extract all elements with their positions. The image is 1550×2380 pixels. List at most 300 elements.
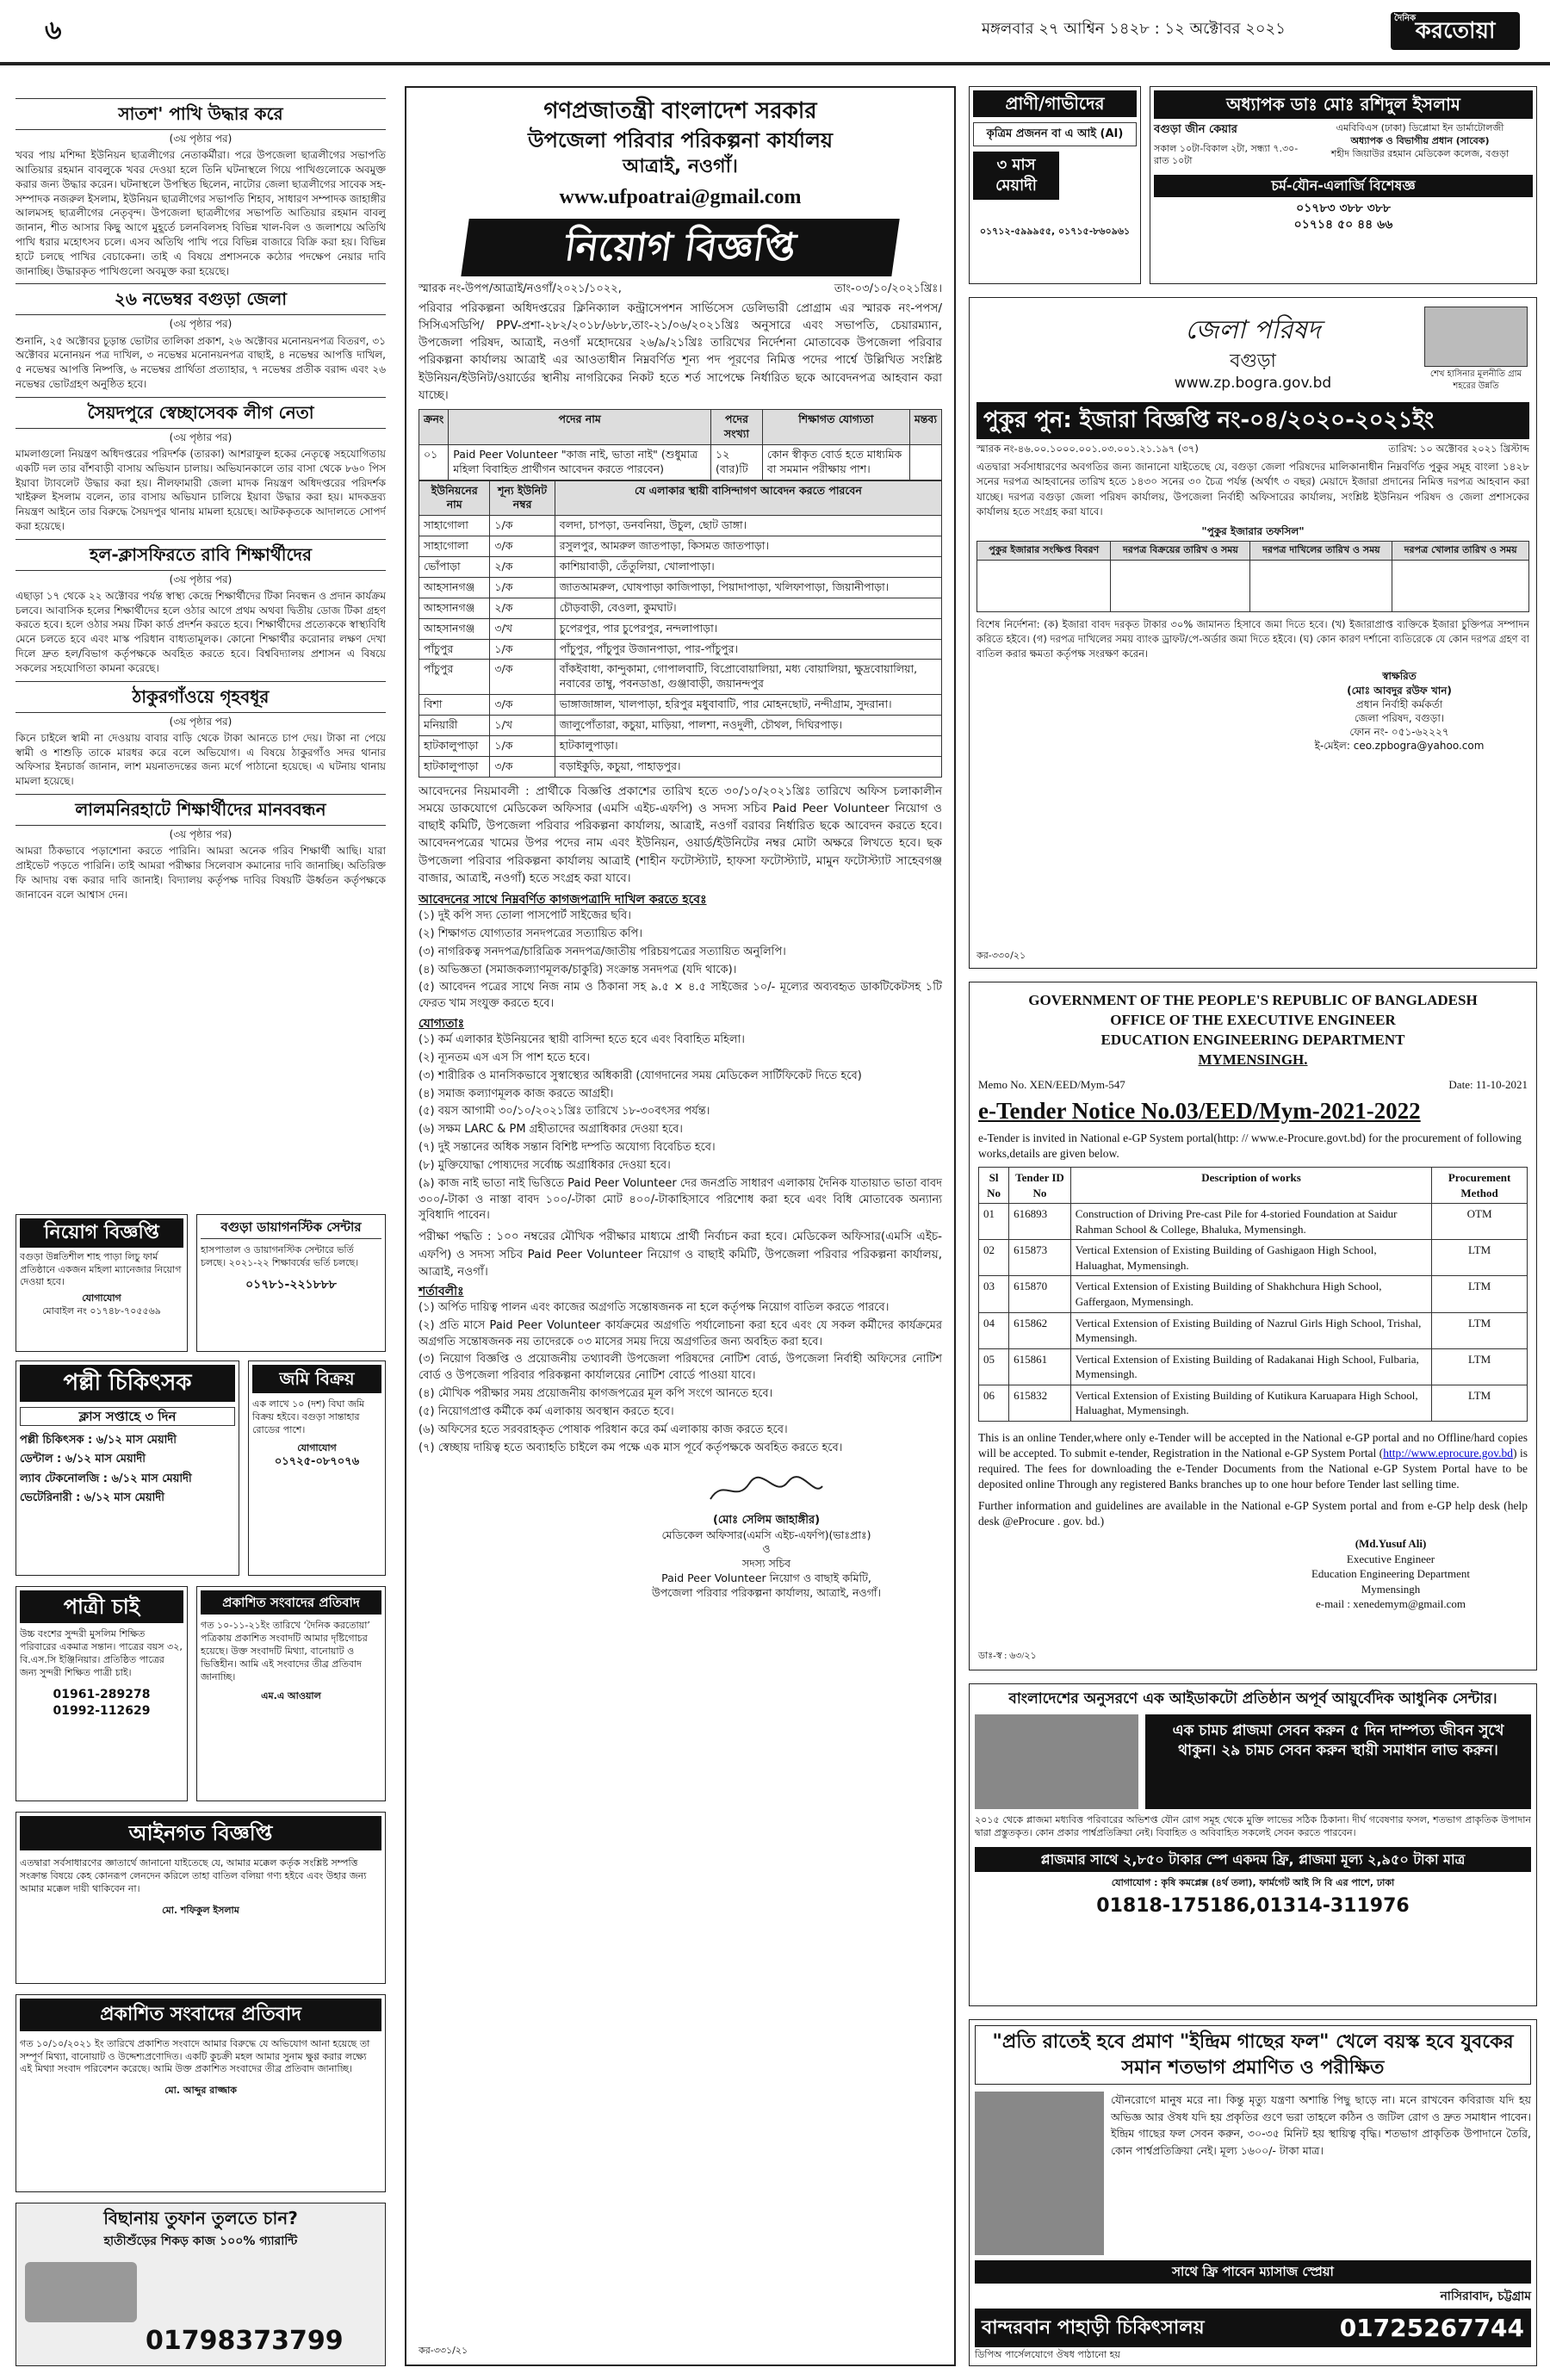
union-table-cell: চুপেরপুর, পার চুপেরপুর, নন্দলাপাড়া।: [555, 618, 941, 639]
zila-signer: (মোঃ আবদুর রউফ খান): [1347, 684, 1452, 697]
article-body: খবর পায় মশিদ্দা ইউনিয়ন ছাত্রলীগের নেতাকর্মীরা। পরে উপজেলা ছাত্রলীগের সভাপতি আতিয়ার রহমান বাবলুকে খবর দেওয়া হলে তিনি ঘটনাস্থলে গিয়ে পাখিগুলোকে অবমুক্ত করার জন্য উদ্ধার করেন। ঘটনাস্থলে উপস্থিত ছিলেন, নাটোর জেলা ছাত্রলীগের সাবেক সহ-সম্পাদক নজরুল ইসলাম, ইউনিয়ন ছাত্রলীগের সভাপতি শিহাব, সাধারণ সম্পাদক জাহাঙ্গীর আলমসহ ছাত্রলীগের নেতৃবৃন্দ। উপজেলা ছাত্রলীগের সভাপতি আতিয়ার রহমান বাবলু জানান, শীত আসার কিছু আগে মুহূর্তে চলনবিলসহ বিভিন্ন খাল-বিল ও জলাশয়ে অতিথি পাখি ধরার মহোৎসব চলে। এসব অতিথি পাখি পরে বিভিন্ন বাজারে বিক্রি করা হয়। বিভিন্ন হাটে চলছে পাখির বেচাকেনা। তাই এ বিষয়ে প্রশাসনকে কঠোর পদক্ষেপ নেয়ার দাবি জানাচ্ছি। উদ্ধারকৃত পাখিগুলো অবমুক্ত করা হয়েছে।: [16, 149, 386, 277]
ad-badge: ক্লাস সপ্তাহে ৩ দিন: [20, 1407, 235, 1426]
article-sub: (৩য় পৃষ্ঠার পর): [169, 133, 232, 145]
gov-line-3: আত্রাই, নওগাঁ।: [623, 156, 738, 178]
qual-item: (৬) সক্ষম LARC & PM গ্রহীতাদের অগ্রাধিকার দেওয়া হবে।: [418, 1123, 683, 1137]
qual-item: (৫) বয়স আগামী ৩০/১০/২০২১খ্রিঃ তারিখে ১৮-৩০বৎসর পর্যন্ত।: [418, 1105, 710, 1119]
article-sub: (৩য় পৃষ্ঠার পর): [169, 318, 232, 331]
union-table-cell: ৩/ক: [490, 756, 555, 777]
doctor-info-col: [1307, 122, 1533, 168]
post-table-header: শিক্ষাগত যোগ্যতা: [762, 410, 909, 445]
zila-table: [976, 541, 1529, 612]
article-title: ২৬ নভেম্বর বগুড়া জেলা: [16, 283, 386, 315]
logo-small-label: দৈনিক: [1394, 14, 1417, 23]
notice-title: [461, 219, 899, 276]
tender-table-row: [979, 1240, 1528, 1276]
memo-date: তাং-০৩/১০/২০২১খ্রিঃ।: [834, 282, 942, 295]
ad-body: এতদ্বারা সর্বসাধারণের জ্ঞাতার্থে জানানো যাইতেছে যে, আমার মক্কেল কর্তৃক সংশ্লিষ্ট সম্পত্তি সংক্রান্ত বিষয়ে কেহ কোনরূপ লেনদেন করিলে তাহা বাতিল বলিয়া গণ্য হইবে এবং উহার জন্য আমার মক্কেল দায়ী থাকিবেন না।: [20, 1857, 367, 1895]
tender-sign: [1254, 1536, 1528, 1612]
signature-block: [591, 1473, 942, 1600]
tender-table-cell: Construction of Driving Pre-cast Pile for 4-storied Foundation at Saidur Rahman School & College, Bhaluka, Mymensingh.: [1070, 1204, 1431, 1240]
term-item: (৪) মৌখিক পরীক্ষার সময় প্রয়োজনীয় কাগজপত্রের মূল কপি সংগে আনতে হবে।: [418, 1387, 773, 1401]
classified-ad: [16, 1586, 188, 1801]
zila-table-header: দরপত্র দাখিলের তারিখ ও সময়: [1250, 542, 1392, 561]
indrim-headline: "প্রতি রাতেই হবে প্রমাণ "ইন্দ্রিম গাছের ফল" খেলে বয়স্ক হবে যুবকের সমান শতভাগ প্রমাণিত ও পরীক্ষিত: [975, 2025, 1531, 2085]
post-table-row: [419, 444, 942, 480]
zila-phone: ফোন নং- ০৫১-৬২২২৭: [1349, 726, 1449, 739]
doctor-spec: চর্ম-যৌন-এলার্জি বিশেষজ্ঞ: [1154, 175, 1533, 197]
notice-email: www.ufpoatrai@gmail.com: [559, 186, 802, 209]
tender-note: [978, 1430, 1528, 1493]
term-item: (১) অর্পিত দায়িত্ব পালন এবং কাজের অগ্রগতি সন্তোষজনক না হলে কর্তৃপক্ষ নিয়োগ বাতিল করতে পারবে।: [418, 1300, 890, 1314]
tender-table: [978, 1167, 1528, 1422]
tender-note-1: This is an online Tender,where only e-Tender will be accepted in the National e-GP portal and no Offline/hard copies will be accepted. To submit e-tender, Registration in the National e-GP System Portal (: [978, 1430, 1528, 1460]
classified-ad: [16, 1994, 386, 2192]
ad-body: বগুড়া উন্নতিশীল শাহ পাড়া লিচু ফার্ম প্রতিষ্ঠানে একজন মহিলা ম্যানেজার নিয়োগ দেওয়া হবে।: [20, 1250, 182, 1288]
ad-body: উচ্চ বংশের সুন্দরী মুসলিম শিক্ষিত পরিবারের একমাত্র সন্তান। পাত্রের বয়স ৩২, বি.এস.সি ইঞ্জিনিয়ার। প্রতিষ্ঠিত পাত্রের জন্য সুন্দরী শিক্ষিত পাত্রী চাই।: [20, 1628, 183, 1678]
tender-notice: [969, 982, 1537, 1670]
ad-title: প্রকাশিত সংবাদের প্রতিবাদ: [20, 1999, 381, 2031]
zila-table-header: পুকুর ইজারার সংক্ষিপ্ত বিবরণ: [977, 542, 1111, 561]
union-table-cell: বড়াইকুড়ি, কচুয়া, পাহাড়পুর।: [555, 756, 941, 777]
union-table-cell: ১/ক: [490, 577, 555, 598]
qual-heading: যোগ্যতাঃ: [418, 1017, 465, 1032]
union-table-cell: হাটকালুপাড়া: [419, 756, 490, 777]
qual-item: (১) কর্ম এলাকার ইউনিয়নের স্থায়ী বাসিন্দা হতে হবে এবং বিবাহিত মহিলা।: [418, 1032, 745, 1046]
ad-sub: হাতীশুঁড়ের শিকড় কাজ ১০০% গ্যারান্টি: [103, 2234, 298, 2248]
union-table-header: শূন্য ইউনিট নম্বর: [490, 480, 555, 516]
tender-table-header-row: [979, 1168, 1528, 1204]
tender-line-3: EDUCATION ENGINEERING DEPARTMENT: [1100, 1031, 1405, 1048]
doc-item: (১) দুই কপি সদ্য তোলা পাসপোর্ট সাইজের ছবি।: [418, 909, 631, 923]
union-table-cell: ২/ক: [490, 598, 555, 618]
article-title: ঠাকুরগাঁওয়ে গৃহবধূর: [16, 681, 386, 713]
qual-item: (৯) কাজ নাই ভাতা নাই ভিত্তিতে Paid Peer Volunteer দের জনপ্রতি সাধারণ এলাকায় দৈনিক যাতায়াত ভাতা বাবদ ৩০০/-টাকা ও নাস্তা বাবদ ১০০/-টাকা মোট ৪০০/-টাকাহিসাবে পরিশোধ করা হবে এবং বিধি মোতাবেক অন্যান্য সুবিধাদি পাবেন।: [418, 1176, 942, 1223]
union-table-row: [419, 716, 942, 736]
zila-conditions: বিশেষ নির্দেশনা: (ক) ইজারা বাবদ দরকৃত টাকার ৩০% জামানত হিসাবে জমা দিতে হবে। (খ) ইজারাপ্রাপ্ত ব্যক্তিকে ইজারা চুক্তিপত্র সম্পাদন করিতে হইবে। (গ) দরপত্র দাখিলের সময় ব্যাংক ড্রাফট/পে-অর্ডার জমা দিতে হইবে। (ঘ) কোন কারণ দর্শানো ব্যতিরেকে যে কোন দরপত্র গ্রহণ বা বাতিল করার ক্ষমতা কর্তৃপক্ষ সংরক্ষণ করেন।: [976, 618, 1529, 660]
classified-ad: [16, 1360, 239, 1576]
tender-table-cell: 616893: [1009, 1204, 1071, 1240]
plasma-price: প্লাজমার সাথে ২,৮৫০ টাকার স্পে একদম ফ্রি, প্লাজমা মূল্য ২,৯৫০ টাকা মাত্র: [975, 1847, 1531, 1873]
article-sub: (৩য় পৃষ্ঠার পর): [169, 715, 232, 728]
term-item: (৫) নিয়োগপ্রাপ্ত কর্মীকে কর্ম এলাকায় অবস্থান করতে হবে।: [418, 1404, 674, 1418]
plasma-box: এক চামচ প্লাজমা সেবন করুন ৫ দিন দাম্পত্য জীবন সুখে থাকুন। ২৯ চামচ সেবন করুন স্থায়ী সমাধান লাভ করুন।: [1145, 1714, 1531, 1809]
ad-title: বিছানায় তুফান তুলতে চান?: [103, 2208, 298, 2228]
signer-line: সদস্য সচিব: [741, 1557, 791, 1571]
newspaper-logo: [1391, 12, 1520, 50]
notice-intro: পরিবার পরিকল্পনা অধিদপ্তরের ক্লিনিক্যাল কন্ট্রাসেপশন সার্ভিসেস ডেলিভারী প্রোগ্রাম এর স্মারক নং-পপস/ সিসিএসডিপি/ PPV-প্রশা-২৮২/২০১৮/৬৮৮,তাং-২১/০৬/২০২১খ্রিঃ অনুসারে এবং সভাপতি, চেয়ারম্যান, উপজেলা পরিষদ, আত্রাই, নওগাঁ মহোদয়ের ২৬/৯/২১খ্রিঃ তারিখের নির্দেশনা মোতাবেক উপজেলা পরিবার পরিকল্পনা কার্যালয় আত্রাই এর আওতাধীন নিম্নবর্ণিত শূন্য পদ পূরণের নিমিত্ত পদের পার্শ্বে উল্লিখিত সংশ্লিষ্ট ইউনিয়ন/ইউনিট/ওয়ার্ডের স্থানীয় নাগরিকের নিকট হতে শর্ত সাপেক্ষে নির্ধারিত ছকে আবেদনপত্র আহবান করা যাচ্ছে।: [418, 301, 942, 402]
ad-title: আইনগত বিজ্ঞপ্তি: [20, 1816, 381, 1850]
classified-ad: [16, 1214, 188, 1352]
doc-item: (৩) নাগরিকত্ব সনদপত্র/চারিত্রিক সনদপত্র/জাতীয় পরিচয়পত্রের সত্যায়িত অনুলিপি।: [418, 945, 786, 958]
tender-table-cell: OTM: [1432, 1204, 1528, 1240]
ad-duration: ৩ মাস মেয়াদী: [973, 152, 1059, 201]
tender-note-3: Further information and guidelines are available in the National e-GP System portal and from e-GP help desk (help desk @eProcure . gov. bd.): [978, 1498, 1528, 1528]
signer-name: (মোঃ সেলিম জাহাঙ্গীর): [712, 1514, 821, 1528]
zila-memo: স্মারক নং-৪৬.০০.১০০০.০০১.০৩.০০১.২১.১৯৭ (৩৭): [976, 443, 1199, 456]
ad-sign: এম.এ আওয়াল: [261, 1690, 321, 1702]
plasma-headline: বাংলাদেশের অনুসরণে এক আইডাকটো প্রতিষ্ঠান অপূর্ব আয়ুর্বেদিক আধুনিক সেন্টার।: [1008, 1690, 1497, 1708]
union-table-cell: সাহাগোলা: [419, 516, 490, 536]
union-table-cell: হাটকালুপাড়া।: [555, 735, 941, 756]
tender-table-header: Tender ID No: [1009, 1168, 1071, 1204]
qual-list: [418, 1032, 942, 1224]
classified-ad: [248, 1360, 386, 1576]
union-table-cell: পাঁচুপুর, পাঁচুপুর উজানপাড়া, পার-পাঁচুপুর।: [555, 639, 941, 660]
union-table-cell: ভোঁপাড়া: [419, 557, 490, 578]
indrim-body: যৌনরোগে মানুষ মরে না। কিন্তু মৃত্যু যন্ত্রণা অশান্তি পিছু ছাড়ে না। মনে রাখবেন কবিরাজ যদি হয় অভিজ্ঞ আর ঔষধ যদি হয় প্রকৃতির গুণে ভরা তাহলে কঠিন ও জটিল রোগ ও দ্রুত সমাধান পাবেন। ইন্দ্রিম গাছের ফল সেবন করুন, ৩০-৩৫ মিনিট হয় স্থায়িত্ব বৃদ্ধি। শতভাগ প্রাকৃতিক উপাদানে তৈরি, কোন পার্শ্বপ্রতিক্রিয়া নেই। মূল্য ১৬০০/- টাকা মাত্র।: [1111, 2093, 1531, 2157]
ad-phone: ০১৭৮১-২২১৮৮৮: [245, 1277, 337, 1292]
signer-line: মেডিকেল অফিসার(এমসি এইচ-এফপি)(ভাঃপ্রাঃ): [661, 1528, 871, 1541]
ad-title: নিয়োগ বিজ্ঞপ্তি: [20, 1218, 183, 1248]
union-table-row: [419, 695, 942, 716]
union-table-row: [419, 536, 942, 557]
doctor-chamber-col: [1154, 122, 1300, 168]
union-table-header-row: [419, 480, 942, 516]
indrim-addr: নাসিরাবাদ, চট্টগ্রাম: [1440, 2289, 1531, 2303]
tender-table-cell: Vertical Extension of Existing Building of Radakanai High School, Fulbaria, Mymensingh.: [1070, 1348, 1431, 1385]
ad-body: হাসপাতাল ও ডায়াগনস্টিক সেন্টারে ভর্তি চলছে। ২০২১-২২ শিক্ষাবর্ষের ভর্তি চলছে।: [201, 1244, 359, 1269]
post-table-header: পদের নাম: [449, 410, 711, 445]
exam-method: পরীক্ষা পদ্ধতি : ১০০ নম্বরের মৌখিক পরীক্ষার মাধ্যমে প্রার্থী নির্বাচন করা হবে। মেডিকেল অফিসার(এমসি এইচ-এফপি) ও সদস্য সচিব Paid Peer Volunteer নিয়োগ ও বাছাই কমিটি, উপজেলা পরিবার পরিকল্পনা কার্যালয়, আত্রাই, নওগাঁ।: [418, 1230, 942, 1279]
plasma-ad: [969, 1683, 1537, 2006]
union-table-row: [419, 660, 942, 695]
date-line: মঙ্গলবার ২৭ আশ্বিন ১৪২৮ : ১২ অক্টোবর ২০২১: [982, 20, 1286, 38]
post-table-header: মন্তব্য: [909, 410, 941, 445]
indrim-photo: [975, 2092, 1104, 2255]
doc-item: (২) শিক্ষাগত যোগ্যতার সনদপত্রের সত্যায়িত কপি।: [418, 927, 642, 940]
classified-ad: [196, 1214, 386, 1352]
tender-table-cell: Vertical Extension of Existing Building of Kutikura Karuapara High School, Haluaghat, Mymensingh.: [1070, 1385, 1431, 1421]
post-table-header-row: [419, 410, 942, 445]
tender-table-cell: Vertical Extension of Existing Building of Gashigaon High School, Haluaghat, Mymensingh.: [1070, 1240, 1431, 1276]
tender-table-row: [979, 1312, 1528, 1348]
ad-sign: মো. শফিকুল ইসলাম: [162, 1904, 239, 1916]
doctor-title: অধ্যাপক ও বিভাগীয় প্রধান (সাবেক): [1350, 134, 1490, 146]
zila-table-header: দরপত্র বিক্রয়ের তারিখ ও সময়: [1111, 542, 1250, 561]
union-table-cell: ৩/ক: [490, 695, 555, 716]
plasma-top: [975, 1714, 1531, 1809]
zila-title: জেলা পরিষদ: [1185, 315, 1321, 345]
doctor-name: অধ্যাপক ডাঃ মোঃ রশিদুল ইসলাম: [1154, 90, 1533, 119]
article-sub: (৩য় পৃষ্ঠার পর): [169, 828, 232, 841]
zila-org: জেলা পরিষদ, বগুড়া।: [1354, 711, 1445, 724]
terms-list: [418, 1300, 942, 1457]
zila-body: এতদ্বারা সর্বসাধারণের অবগতির জন্য জানানো যাইতেছে যে, বগুড়া জেলা পরিষদের মালিকানাধীন নিম্নবর্ণিত পুকুর সমূহ বাংলা ১৪২৮ সনের দরপত্র আহবানের তারিখ হতে ১৪৩০ সনের ৩০ চৈত্র পর্যন্ত (অর্থাৎ ৩ বছর) মেয়াদে ইজারা প্রদানের নিমিত্ত দরপত্র আহবান করা যাচ্ছে। দরপত্র বগুড়া জেলা পরিষদ কার্যালয়, উপজেলা নির্বাহী অফিসারের কার্যালয়, সংশ্লিষ্ট ইউনিয়ন পরিষদ ও জেলা প্রশাসকের কার্যালয় হতে সংগ্রহ করা যাবে।: [976, 460, 1529, 518]
tender-table-cell: 615870: [1009, 1276, 1071, 1312]
qual-item: (২) ন্যূনতম এস এস সি পাশ হতে হবে।: [418, 1051, 591, 1064]
qual-item: (৩) শারীরিক ও মানসিকভাবে সুস্বাস্থ্যের অধিকারী (যোগদানের সময় মেডিকেল সার্টিফিকেট দিতে হবে): [418, 1069, 862, 1082]
union-table-row: [419, 516, 942, 536]
union-table-cell: পাঁচুপুর: [419, 660, 490, 695]
zila-role: প্রধান নির্বাহী কর্মকর্তা: [1355, 697, 1443, 710]
article-body: শুনানি, ২৫ অক্টোবর চূড়ান্ত ভোটার তালিকা প্রকাশ, ২৬ অক্টোবর মনোনয়নপত্র বিতরণ, ৩১ অক্টোবর মনোনয়ন পত্র দাখিল, ৩ নভেম্বর মনোনয়নপত্র বাছাই, ৪ নভেম্বর আপত্তি দাখিল, ৫ নভেম্বর আপত্তি নিষ্পত্তি, ৬ নভেম্বর প্রার্থিতা প্রত্যাহার, ৭ নভেম্বর প্রতীক বরাদ্দ এবং ২৬ নভেম্বর ভোটগ্রহণ অনুষ্ঠিত হবে।: [16, 334, 386, 390]
tender-table-cell: 06: [979, 1385, 1009, 1421]
union-table-row: [419, 735, 942, 756]
doctor-body: [1154, 122, 1533, 168]
ad-phone: ০১৭১২-৫৯৯৯৫৫, ০১৭১৫-৮৬০৯৬১: [979, 226, 1131, 238]
ad-title: প্রকাশিত সংবাদের প্রতিবাদ: [201, 1590, 381, 1615]
ad-phone: 01961-289278 01992-112629: [53, 1687, 151, 1718]
tender-link[interactable]: http://www.eprocure.gov.bd: [1383, 1447, 1514, 1460]
page-number: ৬: [45, 15, 62, 46]
tender-memo-row: [978, 1077, 1528, 1093]
union-table-cell: জালুপোঁতারা, কচুয়া, মাড়িয়া, পালশা, নওদুলী, চৌথল, দিঘিরপাড়।: [555, 716, 941, 736]
header-rule: [0, 62, 1550, 65]
union-table-cell: ১/খ: [490, 716, 555, 736]
docs-heading: আবেদনের সাথে নিম্নবর্ণিত কাগজপত্রাদি দাখিল করতে হবেঃ: [418, 893, 707, 908]
doc-item: (৫) আবেদন পত্রের সাথে নিজ নাম ও ঠিকানা সহ ৯.৫ × ৪.৫ সাইজের ১০/- মূল্যের অব্যবহৃত ডাকটিকেটসহ ১টি ফেরত খাম সংযুক্ত করতে হবে।: [418, 981, 942, 1011]
ad-body: গত ১০-১১-২১ইং তারিখে ‘দৈনিক করতোয়া’ পত্রিকায় প্রকাশিত সংবাদটি আমার দৃষ্টিগোচর হয়েছে। উক্ত সংবাদটি মিথ্যা, বানোয়াট ও ভিত্তিহীন। আমি এই সংবাদের তীব্র প্রতিবাদ জানাচ্ছি।: [201, 1620, 370, 1683]
term-item: (৬) অফিসের হতে সরবরাহকৃত পোষাক পরিধান করে কর্ম এলাকায় কাজ করতে হবে।: [418, 1422, 788, 1436]
ad-phone: মোবাইল নং ০১৭৪৮-৭০৫৫৬৯: [42, 1305, 161, 1317]
zila-place: বগুড়া: [1230, 350, 1276, 372]
tender-table-header: Sl No: [979, 1168, 1009, 1204]
tender-signer: (Md.Yusuf Ali): [1355, 1537, 1427, 1551]
zila-sign-block: [1269, 669, 1529, 753]
portrait-caption: শেখ হাসিনার মূলনীতি গ্রাম শহরের উন্নতি: [1429, 369, 1522, 391]
union-table-cell: বাঁকইবাধা, কান্দুকামা, গোপালবাটি, বিপ্রোবোয়ালিয়া, মধ্য বোয়ালিয়া, ক্ষুদ্রবোয়ালিয়া, নবাবের তাম্বু, পবনডাঙা, গুঞ্জাবাড়ী, জয়ানন্দপুর: [555, 660, 941, 695]
tender-table-cell: 01: [979, 1204, 1009, 1240]
gov-line-1: গণপ্রজাতন্ত্রী বাংলাদেশ সরকার: [543, 98, 817, 124]
ad-title: জমি বিক্রয়: [252, 1365, 381, 1393]
plasma-phone: 01818-175186,01314-311976: [1096, 1895, 1410, 1918]
tender-table-cell: LTM: [1432, 1240, 1528, 1276]
zila-email: ই-মেইল: ceo.zpbogra@yahoo.com: [1314, 740, 1485, 753]
indrim-footer: [975, 2309, 1531, 2348]
tender-table-row: [979, 1385, 1528, 1421]
classified-ad: [16, 1812, 386, 1984]
terms-heading: শর্তাবলীঃ: [418, 1285, 464, 1298]
union-table-cell: আহসানগঞ্জ: [419, 598, 490, 618]
vet-ad: [969, 86, 1141, 284]
indrim-ad: [969, 2019, 1537, 2366]
union-table-cell: চৌড়বাড়ী, বেওলা, কুমঘাট।: [555, 598, 941, 618]
ad-title: পাত্রী চাই: [20, 1590, 183, 1623]
article-title: হল-ক্লাসফিরতে রাবি শিক্ষার্থীদের: [16, 539, 386, 571]
tender-table-cell: 05: [979, 1348, 1009, 1385]
union-table-cell: বিশা: [419, 695, 490, 716]
doctor-phone: ০১৭৮৩ ৩৮৮ ৩৮৮: [1296, 201, 1391, 215]
tender-table-cell: 615862: [1009, 1312, 1071, 1348]
union-table-cell: ১/ক: [490, 516, 555, 536]
term-item: (২) প্রতি মাসে Paid Peer Volunteer কার্যক্রমের অগ্রগতি পর্যালোচনা করা হবে এবং যে সকল কর্মীদের কার্যক্রমের অগ্রগতি সন্তোষজনক নয় তাদেরকে ০৩ মাসের সময় দিয়ে অগ্রগতির জন্য অবহিত করা হবে।: [418, 1318, 942, 1348]
news-column: [16, 86, 386, 1300]
product-image: [25, 2262, 137, 2322]
union-table-cell: ৩/খ: [490, 618, 555, 639]
union-table-cell: আহসানগঞ্জ: [419, 577, 490, 598]
rules: আবেদনের নিয়মাবলী : প্রার্থীকে বিজ্ঞপ্তি প্রকাশের তারিখ হতে ৩০/১০/২০২১খ্রিঃ তারিখে অফিস চলাকালীন সময়ে ডাকযোগে মেডিকেল অফিসার (এমসি এইচ-এফপি) ও সদস্য সচিব Paid Peer Volunteer নিয়োগ ও বাছাই কমিটি, উপজেলা পরিবার পরিকল্পনা কার্যালয়, আত্রাই, নওগাঁ বরাবর নির্ধারিত ছকে আবেদন করতে হবে। আবেদনপত্রের খামের উপর পদের নাম এবং ইউনিয়ন, ওয়ার্ড/ইউনিটের নম্বর মোটা অক্ষরে লিখতে হবে। ছক উপজেলা পরিবার পরিকল্পনা কার্যালয় আত্রাই (শাহীন ফটোস্ট্যাট, হাফসা ফটোস্ট্যাট, মামুন ফটোস্ট্যাট সাহেবগঞ্জ বাজার, আত্রাই, নওগাঁ) হতে সংগ্রহ করা যাবে।: [418, 784, 942, 885]
zila-memo-row: [976, 443, 1529, 456]
notice-ref: কর-৩৩১/২১: [418, 2345, 468, 2357]
union-table-cell: সাহাগোলা: [419, 536, 490, 557]
article-body: মামলাগুলো নিয়ন্ত্রণ অধিদপ্তরের পরিদর্শক (তারকা) আশরাফুল হকের নেতৃত্বে সহযোগিতায় একটি দল তার বাঁশবাড়ী বাসায় অভিযান চালায়। অভিযানকালে তার বাসা থেকে ৮৬০ পিস ইয়াবা ট্যাবলেট উদ্ধার করা হয়। নীলফামারী জেলা মাদক নিয়ন্ত্রণ অধিদপ্তরের পরিদর্শক খাইরুল ইসলাম বলেন, তার বাসায় অভিযান চালিয়ে ইয়াবা উদ্ধার করা হয়। মাদকদ্রব্য নিয়ন্ত্রণ আইনে তার বিরুদ্ধে সৈয়দপুর থানায় মামলা হয়েছে। আটককৃতকে আদালতে সোপর্দ করা হয়েছে।: [16, 447, 386, 532]
plasma-contact: যোগাযোগ : কৃষি কমপ্লেক্স (৪র্থ তলা), ফার্মগেট আই সি বি এর পাশে, ঢাকা: [1111, 1877, 1395, 1889]
zila-table-header-row: [977, 542, 1529, 561]
logo-text: করতোয়া: [1415, 18, 1496, 44]
union-table-cell: ২/ক: [490, 557, 555, 578]
article-sub: (৩য় পৃষ্ঠার পর): [169, 431, 232, 443]
tender-line-2: OFFICE OF THE EXECUTIVE ENGINEER: [1110, 1011, 1396, 1028]
union-table-row: [419, 756, 942, 777]
docs-list: [418, 908, 942, 1013]
tender-table-cell: LTM: [1432, 1276, 1528, 1312]
memo-number: স্মারক নং-উপপ/আত্রাই/নওগাঁ/২০২১/১০২২,: [418, 282, 622, 295]
tender-email: e-mail : xenedemym@gmail.com: [1315, 1597, 1466, 1611]
ad-body: পল্লী চিকিৎসক : ৬/১২ মাস মেয়াদী ডেন্টাল : ৬/১২ মাস মেয়াদী ল্যাব টেকনোলজি : ৬/১২ মাস মেয়াদী ভেটেরিনারী : ৬/১২ মাস মেয়াদী: [20, 1434, 192, 1504]
memo-row: [418, 282, 942, 297]
doc-item: (৪) অভিজ্ঞতা (সমাজকল্যাণমূলক/চাকুরি) সংক্রান্ত সনদপত্র (যদি থাকে)।: [418, 963, 737, 976]
classified-ad: [196, 1586, 386, 1801]
tender-date: Date: 11-10-2021: [1448, 1077, 1528, 1091]
recruitment-notice: [405, 86, 956, 2366]
signer-line: ও: [762, 1542, 771, 1556]
doctor-time: সকাল ১০টা-বিকাল ২টা, সন্ধ্যা ৭.৩০-রাত ১০টা: [1154, 142, 1299, 167]
union-table-cell: পাঁচুপুর: [419, 639, 490, 660]
zila-table-row: [977, 561, 1529, 612]
union-table-header: ইউনিয়নের নাম: [419, 480, 490, 516]
tender-table-row: [979, 1204, 1528, 1240]
notice-title-text: নিয়োগ বিজ্ঞপ্তি: [561, 225, 799, 270]
tender-table-cell: LTM: [1432, 1312, 1528, 1348]
tender-place: Mymensingh: [1361, 1582, 1421, 1596]
article-body: কিনে চাইলে স্বামী না দেওয়ায় বাবার বাড়ি থেকে টাকা আনতে চাপ দেয়। টাকা না পেয়ে স্বামী ও শাশুড়ি তাকে মারধর করে বলে অভিযোগ। এ বিষয়ে ঠাকুরগাঁও সদর থানার অফিসার ইনচার্জ জানান, লাশ ময়নাতদন্তের জন্য মর্গে পাঠানো হয়েছে। এ ঘটনায় থানায় মামলা হয়েছে।: [16, 731, 386, 788]
plasma-photo: [975, 1714, 1138, 1809]
tender-dept: Education Engineering Department: [1311, 1567, 1471, 1581]
indrim-clinic: বান্দরবান পাহাড়ী চিকিৎসালয়: [982, 2316, 1205, 2339]
signer-line: উপজেলা পরিবার পরিকল্পনা কার্যালয়, আত্রাই, নওগাঁ।: [652, 1586, 881, 1600]
union-table-row: [419, 577, 942, 598]
article-body: এছাড়া ১৭ থেকে ২২ অক্টোবর পর্যন্ত স্বাস্থ্য কেন্দ্রে শিক্ষার্থীদের টিকা নিবন্ধন ও প্রদান কার্যক্রম চলবে। আবাসিক হলের শিক্ষার্থীদের হলে ওঠার আগে প্রথম অথবা দ্বিতীয় ডোজ টিকা গ্রহণ করতে হবে। হলে ওঠার সময় টিকা কার্ড প্রদর্শন করতে হবে। শিক্ষার্থীদের প্রত্যেককে স্বাস্থ্যবিধি মেনে চলতে হবে এবং মাস্ক পরিধান বাধ্যতামূলক। কোনো শিক্ষার্থীর করোনার লক্ষণ দেখা দিলে দ্রুত হল/বিভাগ কর্তৃপক্ষকে অবহিত করতে হবে। বিশ্ববিদ্যালয় প্রশাসন এ বিষয়ে সকলের সহযোগিতা কামনা করেছে।: [16, 589, 386, 674]
doctor-phone: ০১৭১৪ ৫০ ৪৪ ৬৬: [1293, 217, 1393, 232]
union-table-row: [419, 639, 942, 660]
post-table-cell: ১২ (বার)টি: [711, 444, 763, 480]
ad-contact: যোগাযোগ: [297, 1441, 337, 1453]
zila-ref: কর-৩৩০/২১: [976, 950, 1026, 962]
gov-line-2: উপজেলা পরিবার পরিকল্পনা কার্যালয়: [527, 128, 833, 153]
union-table-cell: রসুলপুর, আমরুল জাতপাড়া, কিসমত জাতপাড়া।: [555, 536, 941, 557]
union-table-cell: ১/ক: [490, 639, 555, 660]
signer-line: Paid Peer Volunteer নিয়োগ ও বাছাই কমিটি,: [661, 1571, 871, 1585]
article-title: লালমনিরহাটে শিক্ষার্থীদের মানববন্ধন: [16, 794, 386, 826]
union-table-row: [419, 598, 942, 618]
ad-contact: যোগাযোগ: [82, 1292, 121, 1305]
tender-table-row: [979, 1348, 1528, 1385]
tender-table-cell: 03: [979, 1276, 1009, 1312]
qual-item: (৮) মুক্তিযোদ্ধা পোষ্যদের সর্বোচ্চ অগ্রাধিকার দেওয়া হবে।: [418, 1158, 671, 1172]
tender-table-cell: 615832: [1009, 1385, 1071, 1421]
ad-sign: মো. আব্দুর রাজ্জাক: [164, 2085, 237, 2097]
union-table-cell: বলদা, চাপড়া, ডনবনিয়া, উচুল, ছোট ডাঙ্গা।: [555, 516, 941, 536]
post-table-cell: Paid Peer Volunteer "কাজ নাই, ভাতা নাই" (শুধুমাত্র মহিলা বিবাহিত প্রার্থীগন আবেদন করতে পারবেন): [449, 444, 711, 480]
article-body: আমরা ঠিকভাবে পড়াশোনা করতে পারিনি। আমরা অনেক গরিব শিক্ষার্থী আছি। যারা প্রাইভেট পড়তে পারিনি। তাই আমরা পরীক্ষার সিলেবাস কমানোর দাবি জানাচ্ছি। অতিরিক্ত ফি আদায় বন্ধ করার দাবি জানাই। বিদ্যালয় কর্তৃপক্ষ দাবির বিষয়টি ঊর্ধ্বতন কর্তৃপক্ষকে জানাবেন বলে আশ্বাস দেন।: [16, 845, 386, 901]
doctor-hospital: শহীদ জিয়াউর রহমান মেডিকেল কলেজ, বগুড়া: [1330, 147, 1510, 159]
tender-role: Executive Engineer: [1346, 1552, 1435, 1565]
indrim-sub: ডিপিঅ পার্সেলযোগে ঔষধ পাঠানো হয়: [975, 2349, 1120, 2361]
zila-sign-head: স্বাক্ষরিত: [1382, 670, 1417, 683]
union-table-row: [419, 618, 942, 639]
tender-table-header: Procurement Method: [1432, 1168, 1528, 1204]
doctor-ad: [1150, 86, 1537, 284]
ad-phone: 01798373799: [146, 2326, 344, 2356]
tender-table-cell: 615861: [1009, 1348, 1071, 1385]
zila-notice: [969, 297, 1537, 969]
article-title: সাতশ' পাখি উদ্ধার করে: [16, 98, 386, 130]
plasma-body: ২০১৫ থেকে প্লাজমা মধ্যবিত্ত পরিবারের অভিশপ্ত যৌন রোগ সমূহ থেকে মুক্তি লাভের সঠিক ঠিকানা। দীর্ঘ গবেষণার ফসল, শতভাগ প্রাকৃতিক উপাদান দ্বারা প্রস্তুতকৃত। কোন প্রকার পার্শ্বপ্রতিক্রিয়া নেই। বিবাহিত ও অবিবাহিত সকলেই সেবন করতে পারবেন।: [975, 1813, 1531, 1838]
post-table-cell: কোন স্বীকৃত বোর্ড হতে মাধ্যমিক বা সমমান পরীক্ষায় পাশ।: [762, 444, 909, 480]
doctor-chamber: বগুড়া জীন কেয়ার: [1154, 123, 1237, 136]
zila-table-title: "পুকুর ইজারার তফসিল": [1201, 525, 1305, 538]
union-table-cell: আহসানগঞ্জ: [419, 618, 490, 639]
classified-ad: [16, 2203, 386, 2366]
union-table-cell: ৩/ক: [490, 536, 555, 557]
portrait-image: [1424, 307, 1528, 367]
tender-table-cell: 04: [979, 1312, 1009, 1348]
tender-table-row: [979, 1276, 1528, 1312]
ad-title: প্রাণী/গাভীদের: [973, 90, 1137, 117]
union-table-cell: মনিয়ারী: [419, 716, 490, 736]
tender-table-cell: LTM: [1432, 1385, 1528, 1421]
tender-memo: Memo No. XEN/EED/Mym-547: [978, 1077, 1125, 1091]
tender-table-cell: 02: [979, 1240, 1009, 1276]
zila-web: www.zp.bogra.gov.bd: [1174, 375, 1332, 393]
tender-line-1: GOVERNMENT OF THE PEOPLE'S REPUBLIC OF BANGLADESH: [1028, 992, 1478, 1008]
tender-table-cell: 615873: [1009, 1240, 1071, 1276]
tender-title: e-Tender Notice No.03/EED/Mym-2021-2022: [978, 1098, 1421, 1125]
ad-body: গত ১০/১০/২০২১ ইং তারিখে প্রকাশিত সংবাদে আমার বিরুদ্ধে যে অভিযোগ আনা হয়েছে তা সম্পূর্ণ মিথ্যা, বানোয়াট ও উদ্দেশ্যপ্রণোদিত। একটি কুচক্রী মহল আমার সুনাম ক্ষুণ্ণ করার লক্ষ্যে এই মিথ্যা সংবাদ পরিবেশন করেছে। আমি উক্ত প্রকাশিত সংবাদের তীব্র প্রতিবাদ জানাচ্ছি।: [20, 2037, 370, 2075]
union-table-cell: ১/ক: [490, 735, 555, 756]
qual-item: (৭) দুই সন্তানের অধিক সন্তান বিশিষ্ট দম্পতি অযোগ্য বিবেচিত হবে।: [418, 1141, 716, 1155]
ad-title: বগুড়া ডায়াগনস্টিক সেন্টার: [201, 1218, 381, 1239]
indrim-badge: সাথে ফ্রি পাবেন ম্যাসাজ স্প্রেয়া: [975, 2260, 1531, 2283]
term-item: (৩) নিয়োগ বিজ্ঞপ্তি ও প্রয়োজনীয় তথ্যাবলী উপজেলা পরিষদের নোটিশ বোর্ড, উপজেলা নির্বাহী অফিসের নোটিশ বোর্ড ও উপজেলা পরিবার পরিকল্পনা কার্যালয়ের নোটিশ বোর্ডে পাওয়া যাবে।: [418, 1353, 942, 1383]
signature-mark: [706, 1473, 827, 1508]
post-table-header: ক্রনং: [419, 410, 449, 445]
post-table-cell: [909, 444, 941, 480]
qual-item: (৪) সমাজ কল্যাণমূলক কাজ করতে আগ্রহী।: [418, 1087, 614, 1100]
tender-table-cell: Vertical Extension of Existing Building of Shakhchura High School, Gaffergaon, Mymensingh.: [1070, 1276, 1431, 1312]
indrim-phone: 01725267744: [1339, 2313, 1524, 2342]
tender-table-cell: Vertical Extension of Existing Building of Nazrul Girls High School, Trishal, Mymensingh.: [1070, 1312, 1431, 1348]
zila-date: তারিখ: ১০ অক্টোবর ২০২১ খ্রিস্টাব্দ: [1388, 443, 1529, 456]
post-table: [418, 409, 942, 480]
union-table: [418, 480, 942, 778]
tender-note-2: ) is required. The fees for downloading the e-Tender Documents from the National e-GP System Portal have to be deposited online Through any registered Banks branches up to one hour before Tender last selling time.: [978, 1447, 1528, 1491]
doctor-degree: এমবিবিএস (ঢাকা) ডিপ্লোমা ইন ডার্মাটোলজী: [1336, 122, 1504, 133]
post-table-header: পদের সংখ্যা: [711, 410, 763, 445]
union-table-header: যে এলাকার স্থায়ী বাসিন্দাগণ আবেদন করতে পারবেন: [555, 480, 941, 516]
article-sub: (৩য় পৃষ্ঠার পর): [169, 573, 232, 586]
tender-ref: ডাঃ-স্ব : ৬৩/২১: [978, 1651, 1037, 1662]
union-table-cell: হাটকালুপাড়া: [419, 735, 490, 756]
ad-body: এক লাখে ১০ (দশ) বিঘা জমি বিক্রয় হইবে। বগুড়া সান্তাহার রোডের পাশে।: [252, 1398, 365, 1435]
ad-phone: ০১৭২৫-০৮৭০৭৬: [274, 1455, 360, 1469]
union-table-cell: কাশিয়াবাড়ী, তেঁতুলিয়া, খোলাপাড়া।: [555, 557, 941, 578]
post-table-cell: ০১: [419, 444, 449, 480]
union-table-cell: জাতআমরুল, ঘোষপাড়া কাজিপাড়া, পিয়াদাপাড়া, খলিফাপাড়া, জিয়ানীপাড়া।: [555, 577, 941, 598]
tender-table-cell: LTM: [1432, 1348, 1528, 1385]
tender-table-header: Description of works: [1070, 1168, 1431, 1204]
union-table-row: [419, 557, 942, 578]
term-item: (৭) স্বেচ্ছায় দায়িত্ব হতে অব্যাহতি চাইলে কম পক্ষে এক মাস পূর্বে কর্তৃপক্ষকে অবহিত করতে হবে।: [418, 1441, 843, 1454]
tender-line-4: MYMENSINGH.: [1198, 1051, 1308, 1068]
ad-sub: কৃত্রিম প্রজনন বা এ আই (AI): [973, 122, 1137, 146]
zila-banner: পুকুর পুন: ইজারা বিজ্ঞপ্তি নং-০৪/২০২০-২০২১ইং: [976, 402, 1529, 439]
zila-table-header: দরপত্র খোলার তারিখ ও সময়: [1392, 542, 1529, 561]
ad-title: পল্লী চিকিৎসক: [20, 1365, 235, 1402]
tender-intro: e-Tender is invited in National e-GP System portal(http: // www.e-Procure.govt.bd) for the procurement of following works,details are given below.: [978, 1131, 1522, 1160]
article-title: সৈয়দপুরে স্বেচ্ছাসেবক লীগ নেতা: [16, 397, 386, 429]
